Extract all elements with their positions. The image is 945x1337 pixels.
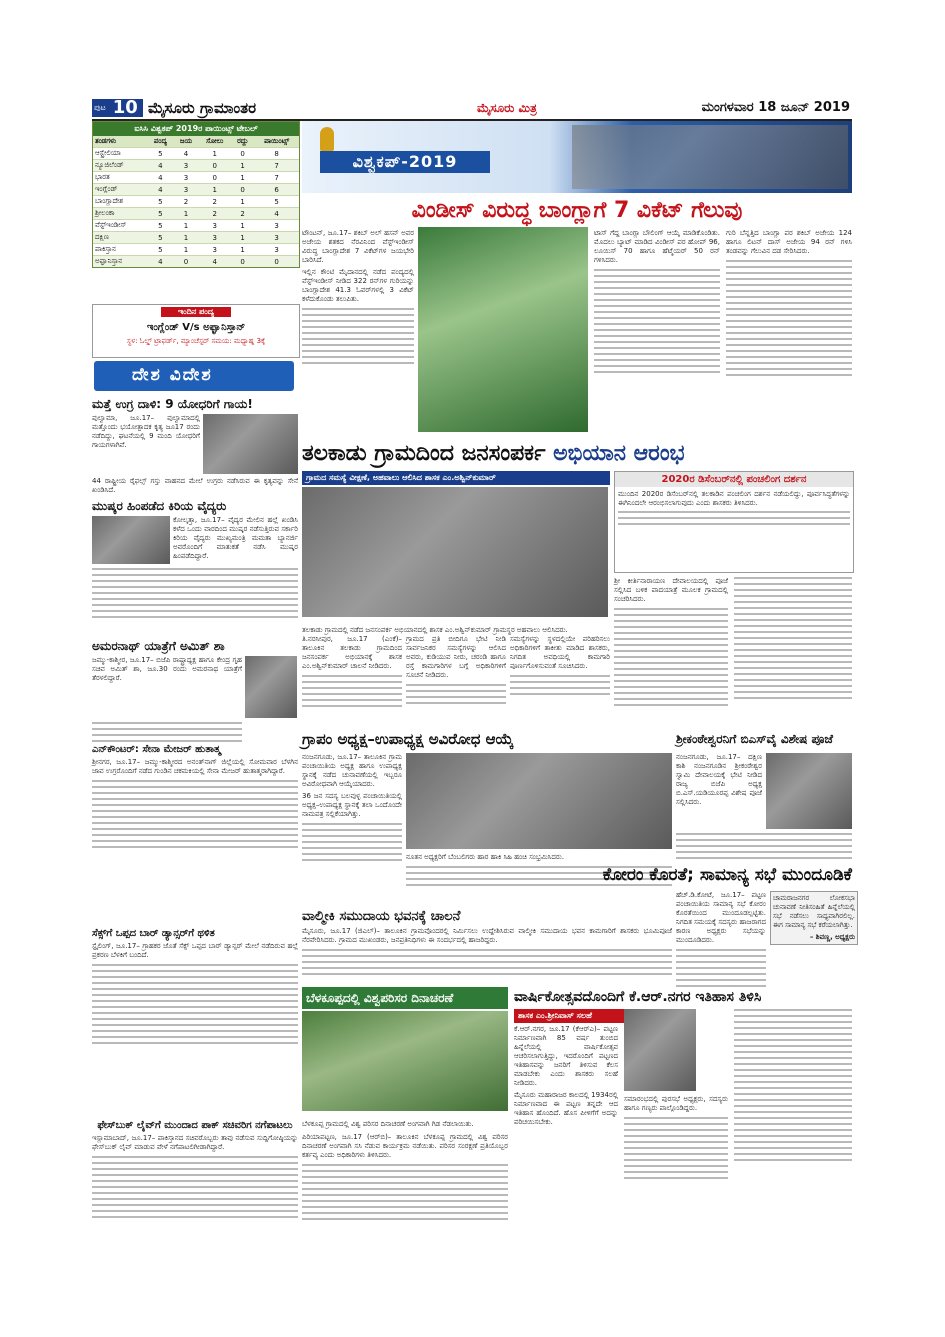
story-amarnath-lines (92, 722, 242, 742)
story-amarnath-text: ಜಮ್ಮು-ಕಾಶ್ಮೀರ, ಜೂ.17– ಬಿಜೆಪಿ ರಾಷ್ಟ್ರಾಧ್ಯಕ್ಷ ಹಾಗೂ ಕೇಂದ್ರ ಗೃಹ ಸಚಿವ ಅಮಿತ್ ಶಾ, ಜೂ.30 ರಂದು ಅಮರನಾಥ ಯಾತ್ರೆಗೆ ತೆರಳಲಿದ್ದಾರೆ. (92, 656, 242, 682)
points-table-cell: ಅಫ್ಘಾನಿಸ್ತಾನ (93, 256, 147, 268)
points-table-cell: 0 (174, 256, 199, 268)
main-headline-b: ಅಭಿಯಾನ ಆರಂಭ (553, 441, 685, 466)
points-table-cell: 1 (174, 244, 199, 256)
points-table-cell: 5 (147, 196, 173, 208)
worldcup-text3: ಟಾಸ್ ಗೆದ್ದ ಬಾಂಗ್ಲಾ ಬೌಲಿಂಗ್ ಆಯ್ಕೆ ಮಾಡಿಕೊಂಡಿತು. ಮೊದಲು ಬ್ಯಾಟ್ ಮಾಡಿದ ವಿಂಡೀಸ್ ಪರ ಹೋಪ್ 96, ಲೂಯಿಸ್ 70 ಹಾಗೂ ಹೆಟ್ಮೆಯರ್ 50 ರನ್ ಗಳಿಸಿದರು. (594, 229, 720, 264)
page-number-box (92, 99, 143, 117)
story-doctors-lines (92, 568, 298, 618)
points-table-cell: 5 (254, 196, 299, 208)
points-table-cell: 0 (198, 172, 231, 184)
worldcup-text-col1-lines (302, 308, 414, 364)
points-table-cell: 3 (174, 172, 199, 184)
main-text-col1-lines (302, 675, 402, 707)
knagar-col3-lines (734, 1009, 852, 1161)
points-table-header: ಸೋಲು (198, 136, 231, 148)
points-table-cell: 4 (147, 172, 173, 184)
valmiki-text: ಮೈಸೂರು, ಜೂ.17 (ಜಿಎಲ್)– ತಾಲೂಕಿನ ಗ್ರಾಮವೊಂದರಲ್ಲಿ ನಿರ್ಮಿಸಲು ಉದ್ದೇಶಿಸಿರುವ ವಾಲ್ಮೀಕಿ ಸಮುದಾಯ ಭವನ ಕಾಮಗಾರಿಗೆ ಶಾಸಕರು ಭೂಮಿಪೂಜೆ ನೆರವೇರಿಸಿದರು. ಗ್ರಾಮದ ಮುಖಂಡರು, ಜನಪ್ರತಿನಿಧಿಗಳು ಈ ಸಂದರ್ಭದಲ್ಲಿ ಹಾಜರಿದ್ದರು. (302, 927, 672, 944)
points-table-header: ಪಂದ್ಯ (147, 136, 173, 148)
koram-text-col (676, 891, 766, 991)
page-header (92, 97, 852, 121)
points-table-cell: 3 (198, 220, 231, 232)
points-table-row (93, 172, 299, 184)
main-headline-a: ತಲಕಾಡು ಗ್ರಾಮದಿಂದ ಜನಸಂಪರ್ಕ (302, 441, 546, 466)
paper-name: ಮೈಸೂರು ಮಿತ್ರ (477, 101, 537, 115)
worldcup-text-col4-lines (726, 260, 852, 376)
amit-shah-photo (245, 656, 297, 718)
desha-videsha-title: ದೇಶ ವಿದೇಶ (132, 365, 213, 385)
valmiki-body (302, 927, 672, 979)
story-doctors-title: ಮುಷ್ಕರ ಹಿಂಪಡೆದ ಕಿರಿಯ ವೈದ್ಯರು (92, 499, 227, 513)
story-bar-dancer (92, 927, 298, 1048)
story-attack (92, 397, 298, 495)
points-table-cell: 1 (231, 232, 254, 244)
points-table-row (93, 184, 299, 196)
temple-photo (766, 753, 852, 829)
points-table-cell: ಭಾರತ (93, 172, 147, 184)
today-match-teams: ಇಂಗ್ಲೆಂಡ್ V/s ಅಫ್ಘಾನಿಸ್ತಾನ್ (146, 322, 246, 333)
points-table-cell: 5 (147, 148, 173, 160)
koram-box-text: ಚಾಮರಾಜನಗರ ಲೋಕಸಭಾ ಚುನಾವಣೆ ನೀತಿಸಂಹಿತೆ ಹಿನ್ನೆಲೆಯಲ್ಲಿ ಸಭೆ ನಡೆಸಲು ಸಾಧ್ಯವಾಗಿರಲಿಲ್ಲ. ಈಗ ಸಾಮಾನ್ಯ ಸಭೆ ಕರೆಯಲಾಗಿತ್ತು. (773, 894, 855, 929)
worldcup-text4: ಗುರಿ ಬೆನ್ನತ್ತಿದ ಬಾಂಗ್ಲಾ ಪರ ಶಕಿಬ್ ಅಜೇಯ 124 ಹಾಗೂ ಲಿಟನ್ ದಾಸ್ ಅಜೇಯ 94 ರನ್ ಗಳಿಸಿ ತಂಡವನ್ನು ಗೆಲುವಿನ ದಡ ಸೇರಿಸಿದರು. (726, 229, 852, 255)
attack-photo (203, 414, 298, 474)
today-match-label: ಇಂದಿನ ಪಂದ್ಯ (161, 307, 231, 317)
points-table-cell: 4 (254, 208, 299, 220)
points-table-cell: ಪಾಕಿಸ್ತಾನ (93, 244, 147, 256)
today-match-venue: ಸ್ಥಳ: ಓಲ್ಡ್ ಟ್ರಾಫರ್ಡ್, ಮ್ಯಾಂಚೆಸ್ಟರ್ ಸಮಯ: ಮಧ್ಯಾಹ್ನ 3ಕ್ಕೆ (126, 337, 266, 345)
shrikanteshwara-headline: ಶ್ರೀಕಂಠೇಶ್ವರನಿಗೆ ಬಿಎಸ್‌ವೈ ವಿಶೇಷ ಪೂಜೆ (676, 732, 833, 746)
main-crowd-photo (302, 487, 608, 617)
points-table-cell: 2 (231, 208, 254, 220)
gram-text-col1 (302, 753, 402, 865)
gram-photo (406, 753, 672, 849)
points-table-row (93, 220, 299, 232)
story-attack-text2: 44 ರಾಷ್ಟ್ರೀಯ ರೈಫಲ್ಸ್ ಗಸ್ತು ವಾಹನದ ಮೇಲೆ ಉಗ್ರರು ನಡೆಸಿರುವ ಈ ಕೃತ್ಯವನ್ನು ಸೇನೆ ಖಂಡಿಸಿದೆ. (92, 477, 298, 494)
environment-headline: ಬೆಳಕೂಪ್ಪದಲ್ಲಿ ವಿಶ್ವಪರಿಸರ ದಿನಾಚರಣೆ (306, 991, 454, 1005)
points-table-cell: 1 (174, 220, 199, 232)
points-table-cell: 3 (174, 160, 199, 172)
points-table-cell: 1 (174, 208, 199, 220)
points-table-cell: 1 (231, 160, 254, 172)
main-headline (302, 439, 852, 469)
main-text4: ಶ್ರೀ ಕೀರ್ತಿನಾರಾಯಣ ದೇವಾಲಯದಲ್ಲಿ ಪೂಜೆ ಸಲ್ಲಿಸಿದ ಬಳಿಕ ಪಾದಯಾತ್ರೆ ಮೂಲಕ ಗ್ರಾಮದಲ್ಲಿ ಸಂಚರಿಸಿದರು. (614, 577, 728, 603)
right-column (302, 121, 855, 1257)
points-table-cell: 0 (231, 148, 254, 160)
story-doctors (92, 499, 298, 622)
page-label: ಪುಟ (92, 99, 108, 117)
points-table-header: ರದ್ದು (231, 136, 254, 148)
knagar-tag: ಶಾಸಕ ಎಂ.ಶ್ರೀನಿವಾಸ್ ಸಲಹೆ (514, 1009, 632, 1023)
today-match-box (92, 304, 300, 358)
panchalinga-text: ಮುಂದಿನ 2020ರ ಡಿಸೆಂಬರ್‌ನಲ್ಲಿ ತಲಕಾಡಿನ ಪಂಚಲಿಂಗ ದರ್ಶನ ನಡೆಯಲಿದ್ದು, ಪೂರ್ವಸಿದ್ಧತೆಗಳನ್ನು ಈಗಿನಿಂದಲೇ ಆರಂಭಿಸಲಾಗುವುದು ಎಂದು ಶಾಸಕರು ತಿಳಿಸಿದರು. (618, 490, 850, 507)
worldcup-text2: ಇಲ್ಲಿನ ಕೌಂಟಿ ಮೈದಾನದಲ್ಲಿ ನಡೆದ ಪಂದ್ಯದಲ್ಲಿ ವೆಸ್ಟ್‌ಇಂಡೀಸ್ ನೀಡಿದ 322 ರನ್‌ಗಳ ಗುರಿಯನ್ನು ಬಾಂಗ್ಲಾದೇಶ 41.3 ಓವರ್‌ಗಳಲ್ಲಿ 3 ವಿಕೆಟ್ ಕಳೆದುಕೊಂಡು ತಲುಪಿತು. (302, 268, 414, 303)
points-table (92, 121, 300, 268)
points-table-row (93, 148, 299, 160)
points-table-row (93, 208, 299, 220)
koram-lines (676, 949, 766, 987)
worldcup-text1: ಟೌಂಟನ್, ಜೂ.17– ಶಕಿಬ್ ಅಲ್ ಹಸನ್ ಅವರ ಅಜೇಯ ಶತಕದ ನೆರವಿನಿಂದ ವೆಸ್ಟ್‌ಇಂಡೀಸ್ ವಿರುದ್ಧ ಬಾಂಗ್ಲಾದೇಶ 7 ವಿಕೆಟ್‌ಗಳ ಜಯಭೇರಿ ಬಾರಿಸಿದೆ. (302, 229, 414, 264)
gram-headline: ಗ್ರಾಪಂ ಅಧ್ಯಕ್ಷ–ಉಪಾಧ್ಯಕ್ಷ ಅವಿರೋಧ ಆಯ್ಕೆ (302, 730, 514, 748)
section-title: ಮೈಸೂರು ಗ್ರಾಮಾಂತರ (148, 99, 257, 117)
points-table-cell: 8 (254, 148, 299, 160)
worldcup-text-col4 (726, 229, 852, 380)
story-amarnath (92, 639, 298, 746)
gram-text3: ನೂತನ ಅಧ್ಯಕ್ಷರಿಗೆ ಬೆಂಬಲಿಗರು ಹಾರ ಹಾಕಿ ಸಿಹಿ ಹಂಚಿ ಸಂಭ್ರಮಿಸಿದರು. (406, 853, 565, 861)
story-bar-dancer-text: ಸ್ಟೈಲಿಂಗ್, ಜೂ.17– ಗ್ರಾಹಕರ ಜೊತೆ ಸೆಕ್ಸ್ ಒಪ್ಪದ ಬಾರ್ ಡ್ಯಾನ್ಸರ್ ಮೇಲೆ ನಡೆದಿರುವ ಹಲ್ಲೆ ಪ್ರಕರಣ ಬೆಳಕಿಗೆ ಬಂದಿದೆ. (92, 942, 298, 959)
knagar-text-col1 (514, 1025, 618, 1127)
knagar-text1: ಕೆ.ಆರ್.ನಗರ, ಜೂ.17 (ಕೆಆರ್‌ಎ)– ಪಟ್ಟಣ ನಿರ್ಮಾಣವಾಗಿ 85 ವರ್ಷ ತುಂಬಿದ ಹಿನ್ನೆಲೆಯಲ್ಲಿ ವಾರ್ಷಿಕೋತ್ಸವ ಆಚರಿಸಲಾಗುತ್ತಿದ್ದು, ಇದರೊಂದಿಗೆ ಪಟ್ಟಣದ ಇತಿಹಾಸವನ್ನು ಜನರಿಗೆ ತಿಳಿಸುವ ಕೆಲಸ ಮಾಡಬೇಕು ಎಂದು ಶಾಸಕರು ಸಲಹೆ ನೀಡಿದರು. (514, 1025, 618, 1087)
story-facebook-live-lines (92, 1156, 298, 1218)
gram-text-col1-lines (302, 823, 402, 861)
worldcup-text-col3 (594, 229, 720, 377)
main-text-col2 (406, 635, 506, 708)
points-table-cell: 1 (231, 244, 254, 256)
cricket-players-photo (418, 227, 588, 432)
points-table-cell: 0 (231, 256, 254, 268)
points-table-cell: 7 (254, 160, 299, 172)
valmiki-headline: ವಾಲ್ಮೀಕಿ ಸಮುದಾಯ ಭವನಕ್ಕೆ ಚಾಲನೆ (302, 909, 461, 924)
story-encounter-text: ಶ್ರೀನಗರ, ಜೂ.17– ಜಮ್ಮು-ಕಾಶ್ಮೀರದ ಅನಂತ್‌ನಾಗ್ ಜಿಲ್ಲೆಯಲ್ಲಿ ಸೋಮವಾರ ಬೆಳಗಿನ ಜಾವ ಉಗ್ರರೊಂದಿಗೆ ನಡೆದ ಗುಂಡಿನ ಚಕಮಕಿಯಲ್ಲಿ ಸೇನಾ ಮೇಜರ್ ಹುತಾತ್ಮರಾಗಿದ್ದಾರೆ. (92, 758, 298, 775)
panchalinga-lines (615, 511, 853, 525)
koram-text: ಹೆಚ್.ಡಿ.ಕೋಟೆ, ಜೂ.17– ಪಟ್ಟಣ ಪಂಚಾಯಿತಿಯ ಸಾಮಾನ್ಯ ಸಭೆ ಕೋರಂ ಕೊರತೆಯಿಂದ ಮುಂದೂಡಲ್ಪಟ್ಟಿತು. ನಿಗದಿತ ಸಮಯಕ್ಕೆ ಸದಸ್ಯರು ಹಾಜರಾಗದ ಕಾರಣ ಅಧ್ಯಕ್ಷರು ಸಭೆಯನ್ನು ಮುಂದೂಡಿದರು. (676, 891, 766, 944)
story-bar-dancer-title: ಸೆಕ್ಸ್‌ಗೆ ಒಪ್ಪದ ಬಾರ್ ಡ್ಯಾನ್ಸರ್‌ಗೆ ಥಳಿತ (92, 928, 215, 939)
points-table-cell: 7 (254, 172, 299, 184)
story-facebook-live-title: ಫೇಸ್‌ಬುಕ್ ಲೈವ್‌ಗೆ ಮುಂದಾದ ಪಾಕ್ ಸಚಿವರಿಗ ನಗೆಪಾಟಲು (97, 1120, 293, 1131)
points-table-cell: 2 (198, 196, 231, 208)
points-table-cell: ಶ್ರೀಲಂಕಾ (93, 208, 147, 220)
gram-text1: ನಂಜನಗೂಡು, ಜೂ.17– ತಾಲೂಕಿನ ಗ್ರಾಮ ಪಂಚಾಯಿತಿಯ ಅಧ್ಯಕ್ಷ ಹಾಗೂ ಉಪಾಧ್ಯಕ್ಷ ಸ್ಥಾನಕ್ಕೆ ನಡೆದ ಚುನಾವಣೆಯಲ್ಲಿ ಇಬ್ಬರೂ ಅವಿರೋಧವಾಗಿ ಆಯ್ಕೆಯಾದರು. (302, 753, 402, 788)
environment-lines (302, 1164, 508, 1220)
points-table-cell: 5 (147, 244, 173, 256)
story-facebook-live-text: ಇಸ್ಲಾಮಾಬಾದ್, ಜೂ.17– ಪಾಕಿಸ್ತಾನದ ಸಚಿವರೊಬ್ಬರು ತಾವು ನಡೆಸುವ ಸುದ್ದಿಗೋಷ್ಠಿಯನ್ನು ಫೇಸ್‌ಬುಕ್ ಲೈವ್ ಮಾಡುವ ವೇಳೆ ನಗೆಪಾಟಲಿಗೀಡಾಗಿದ್ದಾರೆ. (92, 1134, 298, 1151)
main-text-col5 (734, 577, 852, 703)
shrikanteshwara-text-col (676, 753, 762, 807)
points-table-cell: 0 (254, 256, 299, 268)
koram-box-sign: – ಶಿವಣ್ಣ, ಅಧ್ಯಕ್ಷರು (809, 933, 855, 941)
shrikanteshwara-lines (676, 833, 852, 859)
worldcup-text-col3-lines (594, 269, 720, 373)
points-table-cell: 4 (147, 184, 173, 196)
knagar-text-col3 (734, 1009, 852, 1165)
main-subhead: ಗ್ರಾಮದ ಸಮಸ್ಯೆ ವೀಕ್ಷಣೆ, ಅಹವಾಲು ಆಲಿಸಿದ ಶಾಸಕ ಎಂ.ಅಶ್ವಿನ್‌ಕುಮಾರ್ (302, 471, 610, 485)
points-table-cell: 0 (231, 184, 254, 196)
points-table-grid (93, 136, 299, 267)
story-attack-title: ಮತ್ತೆ ಉಗ್ರ ದಾಳಿ: 9 ಯೋಧರಿಗೆ ಗಾಯ! (92, 397, 253, 411)
points-table-cell: 1 (231, 220, 254, 232)
issue-date: ಮಂಗಳವಾರ 18 ಜೂನ್ 2019 (701, 100, 850, 115)
points-table-cell: ದಕ್ಷಿಣ (93, 232, 147, 244)
environment-headline-bar (302, 987, 508, 1009)
worldcup-text-col1 (302, 229, 414, 368)
shrikanteshwara-more (676, 833, 852, 863)
points-table-cell: 2 (174, 196, 199, 208)
main-text-col2-lines (406, 684, 506, 704)
shrikanteshwara-text: ನಂಜನಗೂಡು, ಜೂ.17– ದಕ್ಷಿಣ ಕಾಶಿ ನಂಜನಗೂಡಿನ ಶ್ರೀಕಂಠೇಶ್ವರ ಸ್ವಾಮಿ ದೇವಾಲಯಕ್ಕೆ ಭೇಟಿ ನೀಡಿದ ರಾಜ್ಯ ಬಿಜೆಪಿ ಅಧ್ಯಕ್ಷ ಬಿ.ಎಸ್.ಯಡಿಯೂರಪ್ಪ ವಿಶೇಷ ಪೂಜೆ ಸಲ್ಲಿಸಿದರು. (676, 753, 762, 806)
points-table-cell: ಬಾಂಗ್ಲಾದೇಶ (93, 196, 147, 208)
story-facebook-live (92, 1119, 298, 1222)
story-encounter-lines (92, 780, 298, 848)
points-table-cell: 6 (254, 184, 299, 196)
valmiki-lines (302, 949, 672, 975)
main-text2: ಗ್ರಾಮದ ಪ್ರತಿ ಬೀದಿಗೂ ಭೇಟಿ ನೀಡಿ ಸಾರ್ವಜನಿಕರ ಸಮಸ್ಯೆಗಳನ್ನು ಆಲಿಸಿದ ಅವರು, ಕುಡಿಯುವ ನೀರು, ಚರಂಡಿ ಹಾಗೂ ರಸ್ತೆ ಕಾಮಗಾರಿಗಳ ಬಗ್ಗೆ ಅಧಿಕಾರಿಗಳಿಗೆ ಸೂಚನೆ ನೀಡಿದರು. (406, 635, 506, 679)
points-table-cell: 3 (254, 220, 299, 232)
worldcup-banner (302, 121, 852, 193)
story-encounter-title: ಎನ್‌ಕೌಂಟರ್: ಸೇನಾ ಮೇಜರ್ ಹುತಾತ್ಮ (92, 744, 221, 755)
main-text-col4-lines (614, 608, 728, 706)
points-table-row (93, 256, 299, 268)
points-table-cell: 4 (198, 256, 231, 268)
story-attack-text: ಪುಲ್ವಾಮಾ, ಜೂ.17– ಪುಲ್ವಾಮಾದಲ್ಲಿ ಮತ್ತೊಂದು ಭಯೋತ್ಪಾದಕ ಕೃತ್ಯ ಜೂ17 ರಂದು ನಡೆದಿದ್ದು, ಘಟನೆಯಲ್ಲಿ 9 ಮಂದಿ ಯೋಧರಿಗೆ ಗಾಯಗಳಾಗಿವೆ. (92, 414, 200, 449)
points-table-header: ತಂಡಗಳು (93, 136, 147, 148)
points-table-cell: ಇಂಗ್ಲೆಂಡ್ (93, 184, 147, 196)
points-table-cell: ಆಸ್ಟ್ರೇಲಿಯಾ (93, 148, 147, 160)
doctors-photo (92, 516, 170, 564)
points-table-title: ಐಸಿಸಿ ವಿಶ್ವಕಪ್ 2019ರ ಪಾಯಿಂಟ್ಸ್ ಟೇಬಲ್ (93, 122, 299, 136)
points-table-cell: 1 (174, 232, 199, 244)
left-column (92, 121, 298, 1257)
panchalinga-box (614, 471, 854, 573)
team-photo (572, 125, 848, 189)
points-table-cell: 5 (147, 220, 173, 232)
main-text1: ತಿ.ನರಸೀಪುರ, ಜೂ.17 (ಎಂಕೆ)– ತಾಲೂಕಿನ ತಲಕಾಡು ಗ್ರಾಮದಿಂದ ಜನಸಂಪರ್ಕ ಅಭಿಯಾನಕ್ಕೆ ಶಾಸಕ ಎಂ.ಅಶ್ವಿನ್‌ಕುಮಾರ್ ಚಾಲನೆ ನೀಡಿದರು. (302, 635, 402, 670)
panchalinga-title: 2020ರ ಡಿಸೆಂಬರ್‌ನಲ್ಲಿ ಪಂಚಲಿಂಗ ದರ್ಶನ (615, 472, 853, 487)
main-text3: ಸಮಸ್ಯೆಗಳನ್ನು ಸ್ಥಳದಲ್ಲಿಯೇ ಪರಿಹರಿಸಲು ಅಧಿಕಾರಿಗಳಿಗೆ ತಾಕೀತು ಮಾಡಿದ ಶಾಸಕರು, ನಿಗದಿತ ಅವಧಿಯಲ್ಲಿ ಕಾಮಗಾರಿ ಪೂರ್ಣಗೊಳಿಸುವಂತೆ ಸೂಚಿಸಿದರು. (510, 635, 610, 670)
main-text-col1 (302, 635, 402, 711)
points-table-header: ಪಾಯಿಂಟ್ಸ್ (254, 136, 299, 148)
points-table-cell: 1 (198, 184, 231, 196)
points-table-row (93, 244, 299, 256)
points-table-cell: 4 (147, 256, 173, 268)
points-table-cell: 5 (147, 232, 173, 244)
mla-portrait-photo (624, 1009, 696, 1091)
trophy-icon (320, 127, 334, 151)
knagar-text2: ಮೈಸೂರು ಮಹಾರಾಜರ ಕಾಲದಲ್ಲಿ 1934ರಲ್ಲಿ ನಿರ್ಮಾಣವಾದ ಈ ಪಟ್ಟಣ ತನ್ನದೇ ಆದ ಇತಿಹಾಸ ಹೊಂದಿದೆ. ಹೊಸ ಪೀಳಿಗೆಗೆ ಅದನ್ನು ಪರಿಚಯಿಸಬೇಕು. (514, 1091, 618, 1126)
knagar-text3: ಸಮಾರಂಭದಲ್ಲಿ ಪುರಸಭೆ ಅಧ್ಯಕ್ಷರು, ಸದಸ್ಯರು ಹಾಗೂ ಗಣ್ಯರು ಪಾಲ್ಗೊಂಡಿದ್ದರು. (624, 1095, 728, 1112)
desha-videsha-banner (94, 361, 294, 391)
points-table-cell: 3 (198, 232, 231, 244)
points-table-row (93, 232, 299, 244)
newspaper-page (92, 97, 855, 1257)
knagar-text-col2 (624, 1095, 728, 1183)
knagar-headline: ವಾರ್ಷಿಕೋತ್ಸವದೊಂದಿಗೆ ಕೆ.ಆರ್.ನಗರ ಇತಿಹಾಸ ತಿಳಿಸಿ (514, 989, 762, 1005)
points-table-cell: ನ್ಯೂಜಿಲೆಂಡ್ (93, 160, 147, 172)
worldcup-headline: ವಿಂಡೀಸ್ ವಿರುದ್ಧ ಬಾಂಗ್ಲಾಗೆ 7 ವಿಕೆಟ್ ಗೆಲುವು (411, 198, 743, 223)
points-table-cell: 2 (198, 208, 231, 220)
page-number: 10 (108, 99, 143, 117)
gram-text2: 36 ಜನ ಸದಸ್ಯ ಬಲವುಳ್ಳ ಪಂಚಾಯಿತಿಯಲ್ಲಿ ಅಧ್ಯಕ್ಷ–ಉಪಾಧ್ಯಕ್ಷ ಸ್ಥಾನಕ್ಕೆ ತಲಾ ಒಂದೊಂದೇ ನಾಮಪತ್ರ ಸಲ್ಲಿಕೆಯಾಗಿತ್ತು. (302, 792, 402, 818)
story-bar-dancer-lines (92, 964, 298, 1044)
worldcup-logo: ವಿಶ್ವಕಪ್-2019 (320, 151, 490, 173)
points-table-cell: 3 (254, 244, 299, 256)
main-text-col5-lines (734, 577, 852, 699)
points-table-cell: 5 (147, 208, 173, 220)
koram-headline: ಕೋರಂ ಕೊರತೆ; ಸಾಮಾನ್ಯ ಸಭೆ ಮುಂದೂಡಿಕೆ (602, 865, 852, 885)
points-table-row (93, 196, 299, 208)
story-encounter (92, 743, 298, 852)
points-table-cell: 1 (231, 196, 254, 208)
main-text-col3 (510, 635, 610, 699)
main-text-col4 (614, 577, 728, 710)
points-table-cell: 4 (147, 160, 173, 172)
main-photo-caption: ತಲಕಾಡು ಗ್ರಾಮದಲ್ಲಿ ನಡೆದ ಜನಸಂಪರ್ಕ ಅಭಿಯಾನದಲ್ಲಿ ಶಾಸಕ ಎಂ.ಅಶ್ವಿನ್‌ಕುಮಾರ್ ಗ್ರಾಮಸ್ಥರ ಅಹವಾಲು ಆಲಿಸಿದರು. (302, 626, 568, 634)
environment-text: ಪಿರಿಯಾಪಟ್ಟಣ, ಜೂ.17 (ಆರ್‌ಬಿ)– ತಾಲೂಕಿನ ಬೆಳಕೂಪ್ಪ ಗ್ರಾಮದಲ್ಲಿ ವಿಶ್ವ ಪರಿಸರ ದಿನಾಚರಣೆ ಅಂಗವಾಗಿ ಸಸಿ ನೆಡುವ ಕಾರ್ಯಕ್ರಮ ನಡೆಯಿತು. ಪರಿಸರ ಸಂರಕ್ಷಣೆ ಪ್ರತಿಯೊಬ್ಬರ ಕರ್ತವ್ಯ ಎಂದು ಅಧಿಕಾರಿಗಳು ತಿಳಿಸಿದರು. (302, 1133, 508, 1159)
environment-caption: ಬೆಳಕೂಪ್ಪ ಗ್ರಾಮದಲ್ಲಿ ವಿಶ್ವ ಪರಿಸರ ದಿನಾಚರಣೆ ಅಂಗವಾಗಿ ಗಿಡ ನೆಡಲಾಯಿತು. (302, 1120, 474, 1128)
points-table-row (93, 160, 299, 172)
points-table-cell: 3 (198, 244, 231, 256)
environment-body (302, 1133, 508, 1224)
koram-box (770, 891, 858, 945)
knagar-col2-lines (624, 1117, 728, 1179)
points-table-cell: 3 (254, 232, 299, 244)
environment-photo (302, 1011, 508, 1111)
story-amarnath-title: ಅಮರನಾಥ್ ಯಾತ್ರೆಗೆ ಅಮಿತ್ ಶಾ (92, 639, 225, 653)
points-table-cell: ವೆಸ್ಟ್‌ಇಂಡೀಸ್ (93, 220, 147, 232)
story-doctors-text: ಕೋಲ್ಕತ್ತಾ, ಜೂ.17– ವೈದ್ಯರ ಮೇಲಿನ ಹಲ್ಲೆ ಖಂಡಿಸಿ ಕಳೆದ ಒಂದು ವಾರದಿಂದ ಮುಷ್ಕರ ನಡೆಸುತ್ತಿರುವ ಸರ್ಕಾರಿ ಕಿರಿಯ ವೈದ್ಯರು ಮುಖ್ಯಮಂತ್ರಿ ಮಮತಾ ಬ್ಯಾನರ್ಜಿ ಅವರೊಂದಿಗೆ ಮಾತುಕತೆ ನಡೆಸಿ ಮುಷ್ಕರ ಹಿಂಪಡೆದಿದ್ದಾರೆ. (173, 516, 298, 560)
points-table-cell: 1 (198, 148, 231, 160)
points-table-cell: 1 (231, 172, 254, 184)
main-text-col3-lines (510, 675, 610, 695)
points-table-cell: 0 (198, 160, 231, 172)
points-table-header: ಜಯ (174, 136, 199, 148)
points-table-cell: 4 (174, 148, 199, 160)
points-table-cell: 3 (174, 184, 199, 196)
